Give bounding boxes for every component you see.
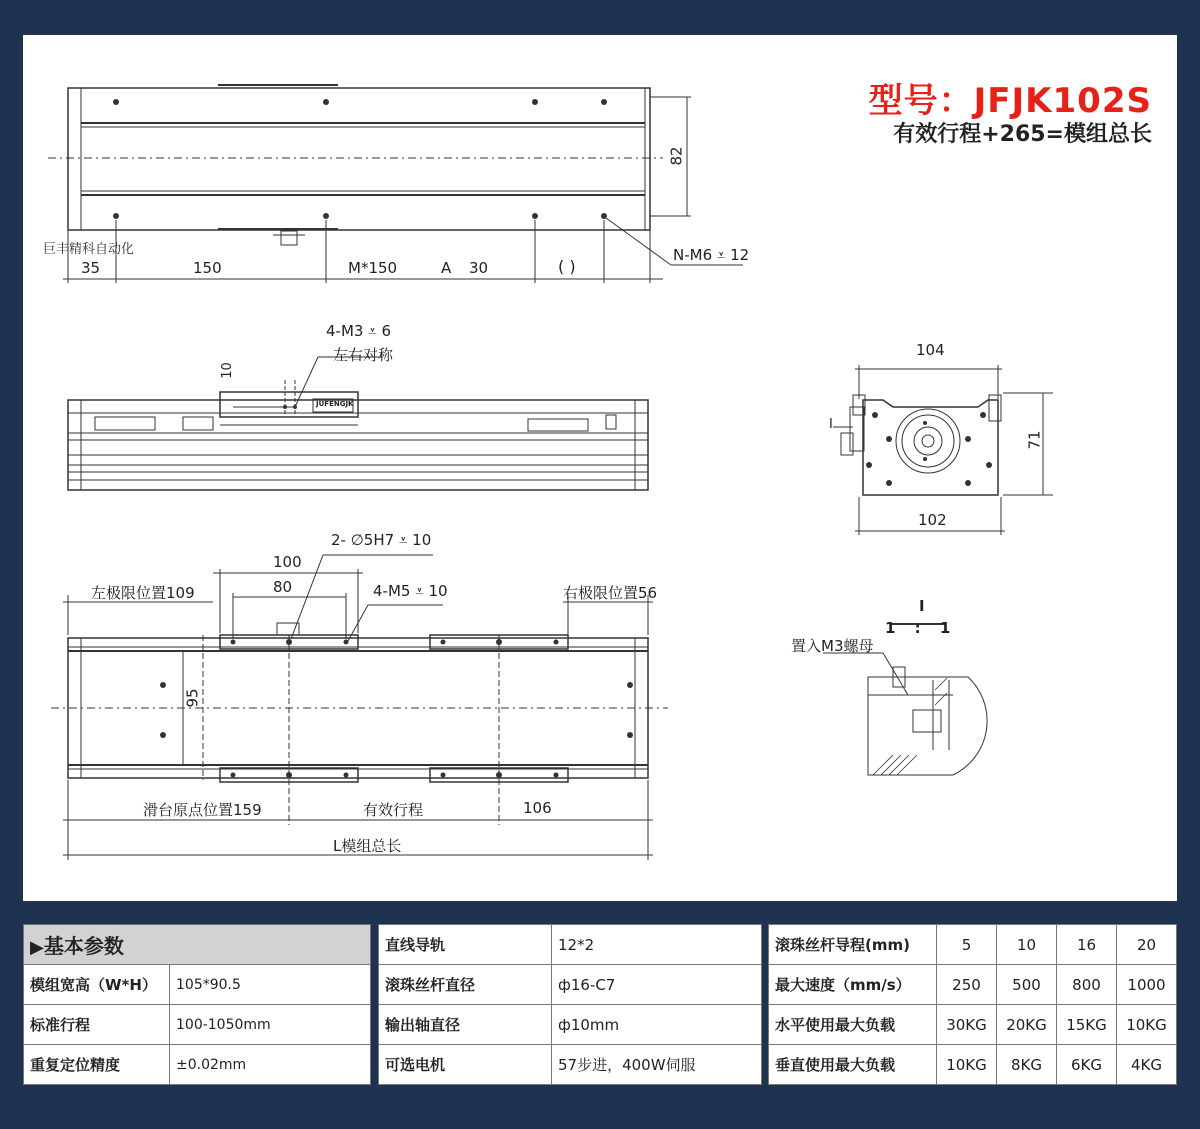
thread-note: 4-M3 ⩡ 6 (326, 322, 391, 340)
load-value: 4KG (1117, 1045, 1177, 1085)
param-value: 105*90.5 (170, 965, 371, 1005)
load-value: 15KG (1057, 1005, 1117, 1045)
dim-71: 71 (1025, 430, 1044, 450)
play-icon: ▶ (30, 937, 44, 958)
param-value: 57步进，400W伺服 (552, 1045, 762, 1085)
performance-table (768, 924, 1177, 1085)
table-row (24, 1045, 371, 1085)
table-row (769, 1045, 1177, 1085)
load-value: 10KG (1117, 1005, 1177, 1045)
table-row (379, 925, 762, 965)
load-value: 6KG (1057, 1045, 1117, 1085)
technical-drawing (23, 35, 1177, 901)
side-view (68, 357, 648, 490)
dim-10: 10 (219, 362, 235, 379)
param-label: 输出轴直径 (379, 1005, 552, 1045)
param-label: 重复定位精度 (24, 1045, 170, 1085)
dim-102: 102 (918, 511, 947, 529)
dim-m150: M*150 (348, 259, 398, 277)
table-row (769, 925, 1177, 965)
param-value: ф16-C7 (552, 965, 762, 1005)
load-value: 20KG (997, 1005, 1057, 1045)
speed-value: 500 (997, 965, 1057, 1005)
symmetric-note: 左右对称 (333, 346, 394, 364)
table-row (24, 1005, 371, 1045)
param-value: ф10mm (552, 1005, 762, 1045)
speed-value: 250 (937, 965, 997, 1005)
table-row (379, 1005, 762, 1045)
dim-82: 82 (667, 146, 686, 166)
lead-value: 10 (997, 925, 1057, 965)
dim-80: 80 (273, 578, 293, 596)
param-value: 12*2 (552, 925, 762, 965)
param-value: 100-1050mm (170, 1005, 371, 1045)
dim-100: 100 (273, 553, 302, 571)
param-label: 水平使用最大负载 (769, 1005, 937, 1045)
param-label: 垂直使用最大负载 (769, 1045, 937, 1085)
table-row (379, 1045, 762, 1085)
hole-note: N-M6 ⩡ 12 (673, 246, 750, 264)
table-row (24, 965, 371, 1005)
dim-95: 95 (183, 688, 202, 708)
total-length: L模组总长 (333, 837, 402, 855)
nut-note: 置入M3螺母 (791, 637, 874, 655)
table-row (24, 925, 371, 965)
dim-blank: ( ) (558, 257, 576, 276)
origin-position: 滑台原点位置159 (143, 801, 262, 819)
dim-30: 30 (469, 259, 489, 277)
length-formula: 有效行程+265=模组总长 (893, 122, 1152, 147)
right-limit: 右极限位置56 (563, 584, 658, 602)
param-label: 标准行程 (24, 1005, 170, 1045)
dim-106: 106 (523, 799, 552, 817)
component-table (378, 924, 762, 1085)
lead-value: 5 (937, 925, 997, 965)
load-value: 8KG (997, 1045, 1057, 1085)
dim-150: 150 (193, 259, 222, 277)
param-label: 直线导轨 (379, 925, 552, 965)
pin-note: 2- ∅5H7 ⩡ 10 (331, 531, 432, 549)
dim-104: 104 (916, 341, 945, 359)
top-view (48, 85, 743, 283)
brand-note: 巨丰精科自动化 (43, 242, 135, 257)
dim-35: 35 (81, 259, 101, 277)
table-row (769, 965, 1177, 1005)
param-label: 可选电机 (379, 1045, 552, 1085)
basic-params-heading: ▶基本参数 (24, 925, 371, 965)
lead-value: 16 (1057, 925, 1117, 965)
basic-params-table (23, 924, 371, 1085)
section-mark: I (829, 417, 833, 432)
detail-title: I (919, 597, 925, 615)
speed-value: 1000 (1117, 965, 1177, 1005)
plate-logo: JUFENGJK (316, 400, 354, 408)
m5-note: 4-M5 ⩡ 10 (373, 582, 448, 600)
load-value: 10KG (937, 1045, 997, 1085)
param-label: 滚珠丝杆直径 (379, 965, 552, 1005)
end-view (833, 365, 1053, 535)
param-label: 最大速度（mm/s） (769, 965, 937, 1005)
param-value: ±0.02mm (170, 1045, 371, 1085)
effective-stroke: 有效行程 (363, 801, 424, 819)
table-row (379, 965, 762, 1005)
lead-value: 20 (1117, 925, 1177, 965)
dim-a: A (441, 259, 452, 277)
load-value: 30KG (937, 1005, 997, 1045)
table-row (769, 1005, 1177, 1045)
detail-scale: 1 : 1 (885, 619, 951, 637)
drawing-canvas (23, 35, 1177, 901)
left-limit: 左极限位置109 (91, 584, 195, 602)
model-title: 型号：JFJK102S (868, 81, 1152, 121)
param-label: 模组宽高（W*H） (24, 965, 170, 1005)
param-label: 滚珠丝杆导程(mm) (769, 925, 937, 965)
speed-value: 800 (1057, 965, 1117, 1005)
